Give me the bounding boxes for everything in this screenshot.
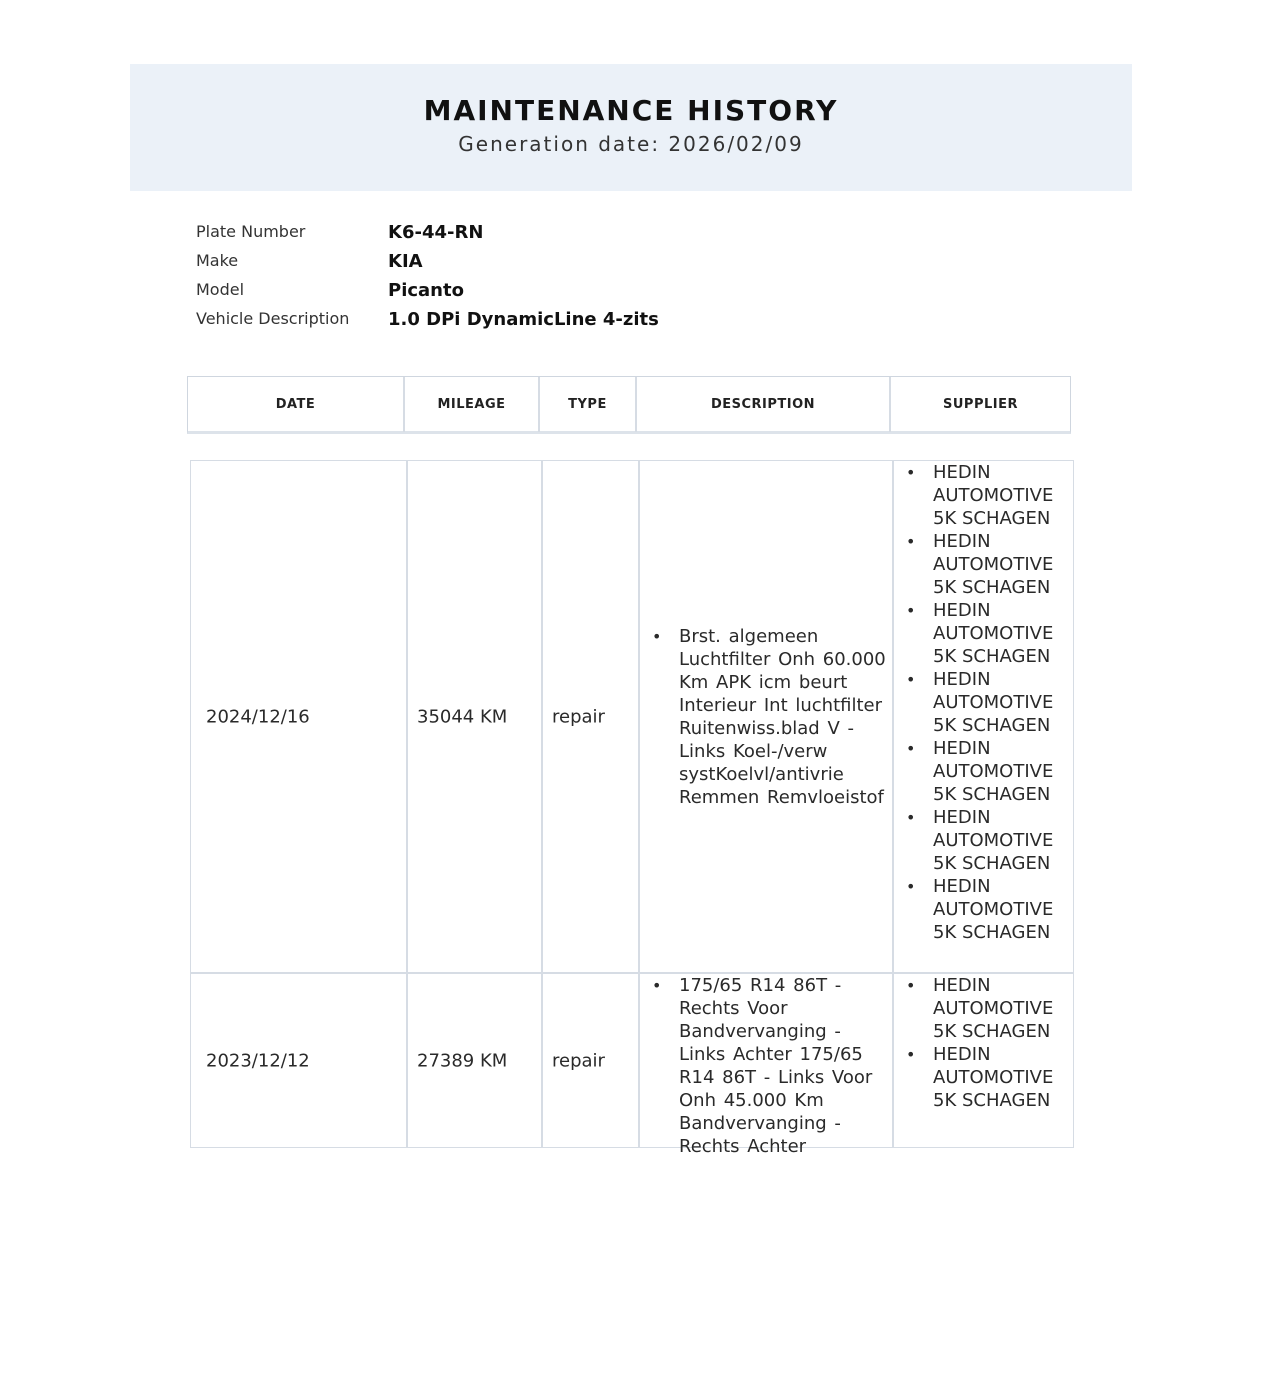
column-header-date: DATE — [188, 377, 405, 432]
report-header — [130, 64, 1132, 191]
supplier-item: • HEDIN AUTOMOTIVE 5K SCHAGEN — [894, 461, 1073, 530]
type-value: repair — [552, 1050, 605, 1071]
supplier-cell — [894, 461, 1073, 972]
mileage-cell — [408, 974, 543, 1147]
date-value: 2023/12/12 — [206, 1050, 310, 1071]
description-cell — [640, 974, 894, 1157]
date-cell — [191, 461, 408, 972]
table-row — [191, 461, 1073, 974]
type-cell — [543, 974, 640, 1147]
mileage-cell — [408, 461, 543, 972]
description-list — [640, 974, 892, 1158]
make-value: KIA — [388, 251, 423, 272]
mileage-value: 35044 KM — [417, 706, 508, 727]
date-value: 2024/12/16 — [206, 706, 310, 727]
generation-date: Generation date: 2026/02/09 — [458, 132, 804, 156]
vehicle-description-value: 1.0 DPi DynamicLine 4-zits — [388, 309, 659, 330]
supplier-list — [894, 461, 1073, 944]
type-value: repair — [552, 706, 605, 727]
description-list — [640, 625, 892, 809]
maintenance-table — [190, 460, 1074, 1157]
description-cell — [640, 461, 894, 972]
plate-number-value: K6-44-RN — [388, 222, 484, 243]
supplier-item: • HEDIN AUTOMOTIVE 5K SCHAGEN — [894, 737, 1073, 806]
column-header-mileage: MILEAGE — [405, 377, 540, 432]
plate-number-label: Plate Number — [196, 222, 306, 241]
table-row — [191, 974, 1073, 1157]
supplier-wrap — [894, 974, 1073, 1112]
date-cell — [191, 974, 408, 1147]
supplier-item: • HEDIN AUTOMOTIVE 5K SCHAGEN — [894, 668, 1073, 737]
supplier-cell — [894, 974, 1073, 1147]
description-item: • 175/65 R14 86T - Rechts Voor Bandvervanging - Links Achter 175/65 R14 86T - Links Voor Onh 45.000 Km Bandvervanging - Rechts Achter — [640, 974, 892, 1158]
supplier-item: • HEDIN AUTOMOTIVE 5K SCHAGEN — [894, 875, 1073, 944]
mileage-value: 27389 KM — [417, 1050, 508, 1071]
description-wrap — [640, 974, 892, 1158]
vehicle-description-label: Vehicle Description — [196, 309, 350, 328]
supplier-item: • HEDIN AUTOMOTIVE 5K SCHAGEN — [894, 1043, 1073, 1112]
supplier-item: • HEDIN AUTOMOTIVE 5K SCHAGEN — [894, 530, 1073, 599]
supplier-wrap — [894, 461, 1073, 944]
model-label: Model — [196, 280, 245, 299]
supplier-item: • HEDIN AUTOMOTIVE 5K SCHAGEN — [894, 974, 1073, 1043]
column-header-supplier: SUPPLIER — [943, 397, 1018, 412]
model-value: Picanto — [388, 280, 464, 301]
column-header-description: DESCRIPTION — [637, 377, 891, 432]
make-label: Make — [196, 251, 239, 270]
supplier-list — [894, 974, 1073, 1112]
description-wrap — [640, 625, 892, 809]
type-cell — [543, 461, 640, 972]
column-header-type: TYPE — [540, 377, 637, 432]
table-header — [187, 376, 1071, 434]
page-title: MAINTENANCE HISTORY — [423, 94, 839, 127]
supplier-item: • HEDIN AUTOMOTIVE 5K SCHAGEN — [894, 806, 1073, 875]
supplier-item: • HEDIN AUTOMOTIVE 5K SCHAGEN — [894, 599, 1073, 668]
description-item: • Brst. algemeen Luchtfilter Onh 60.000 Km APK icm beurt Interieur Int luchtfilter Ruitenwiss.blad V - Links Koel-/verw systKoelvl/antivrie Remmen Remvloeistof — [640, 625, 892, 809]
